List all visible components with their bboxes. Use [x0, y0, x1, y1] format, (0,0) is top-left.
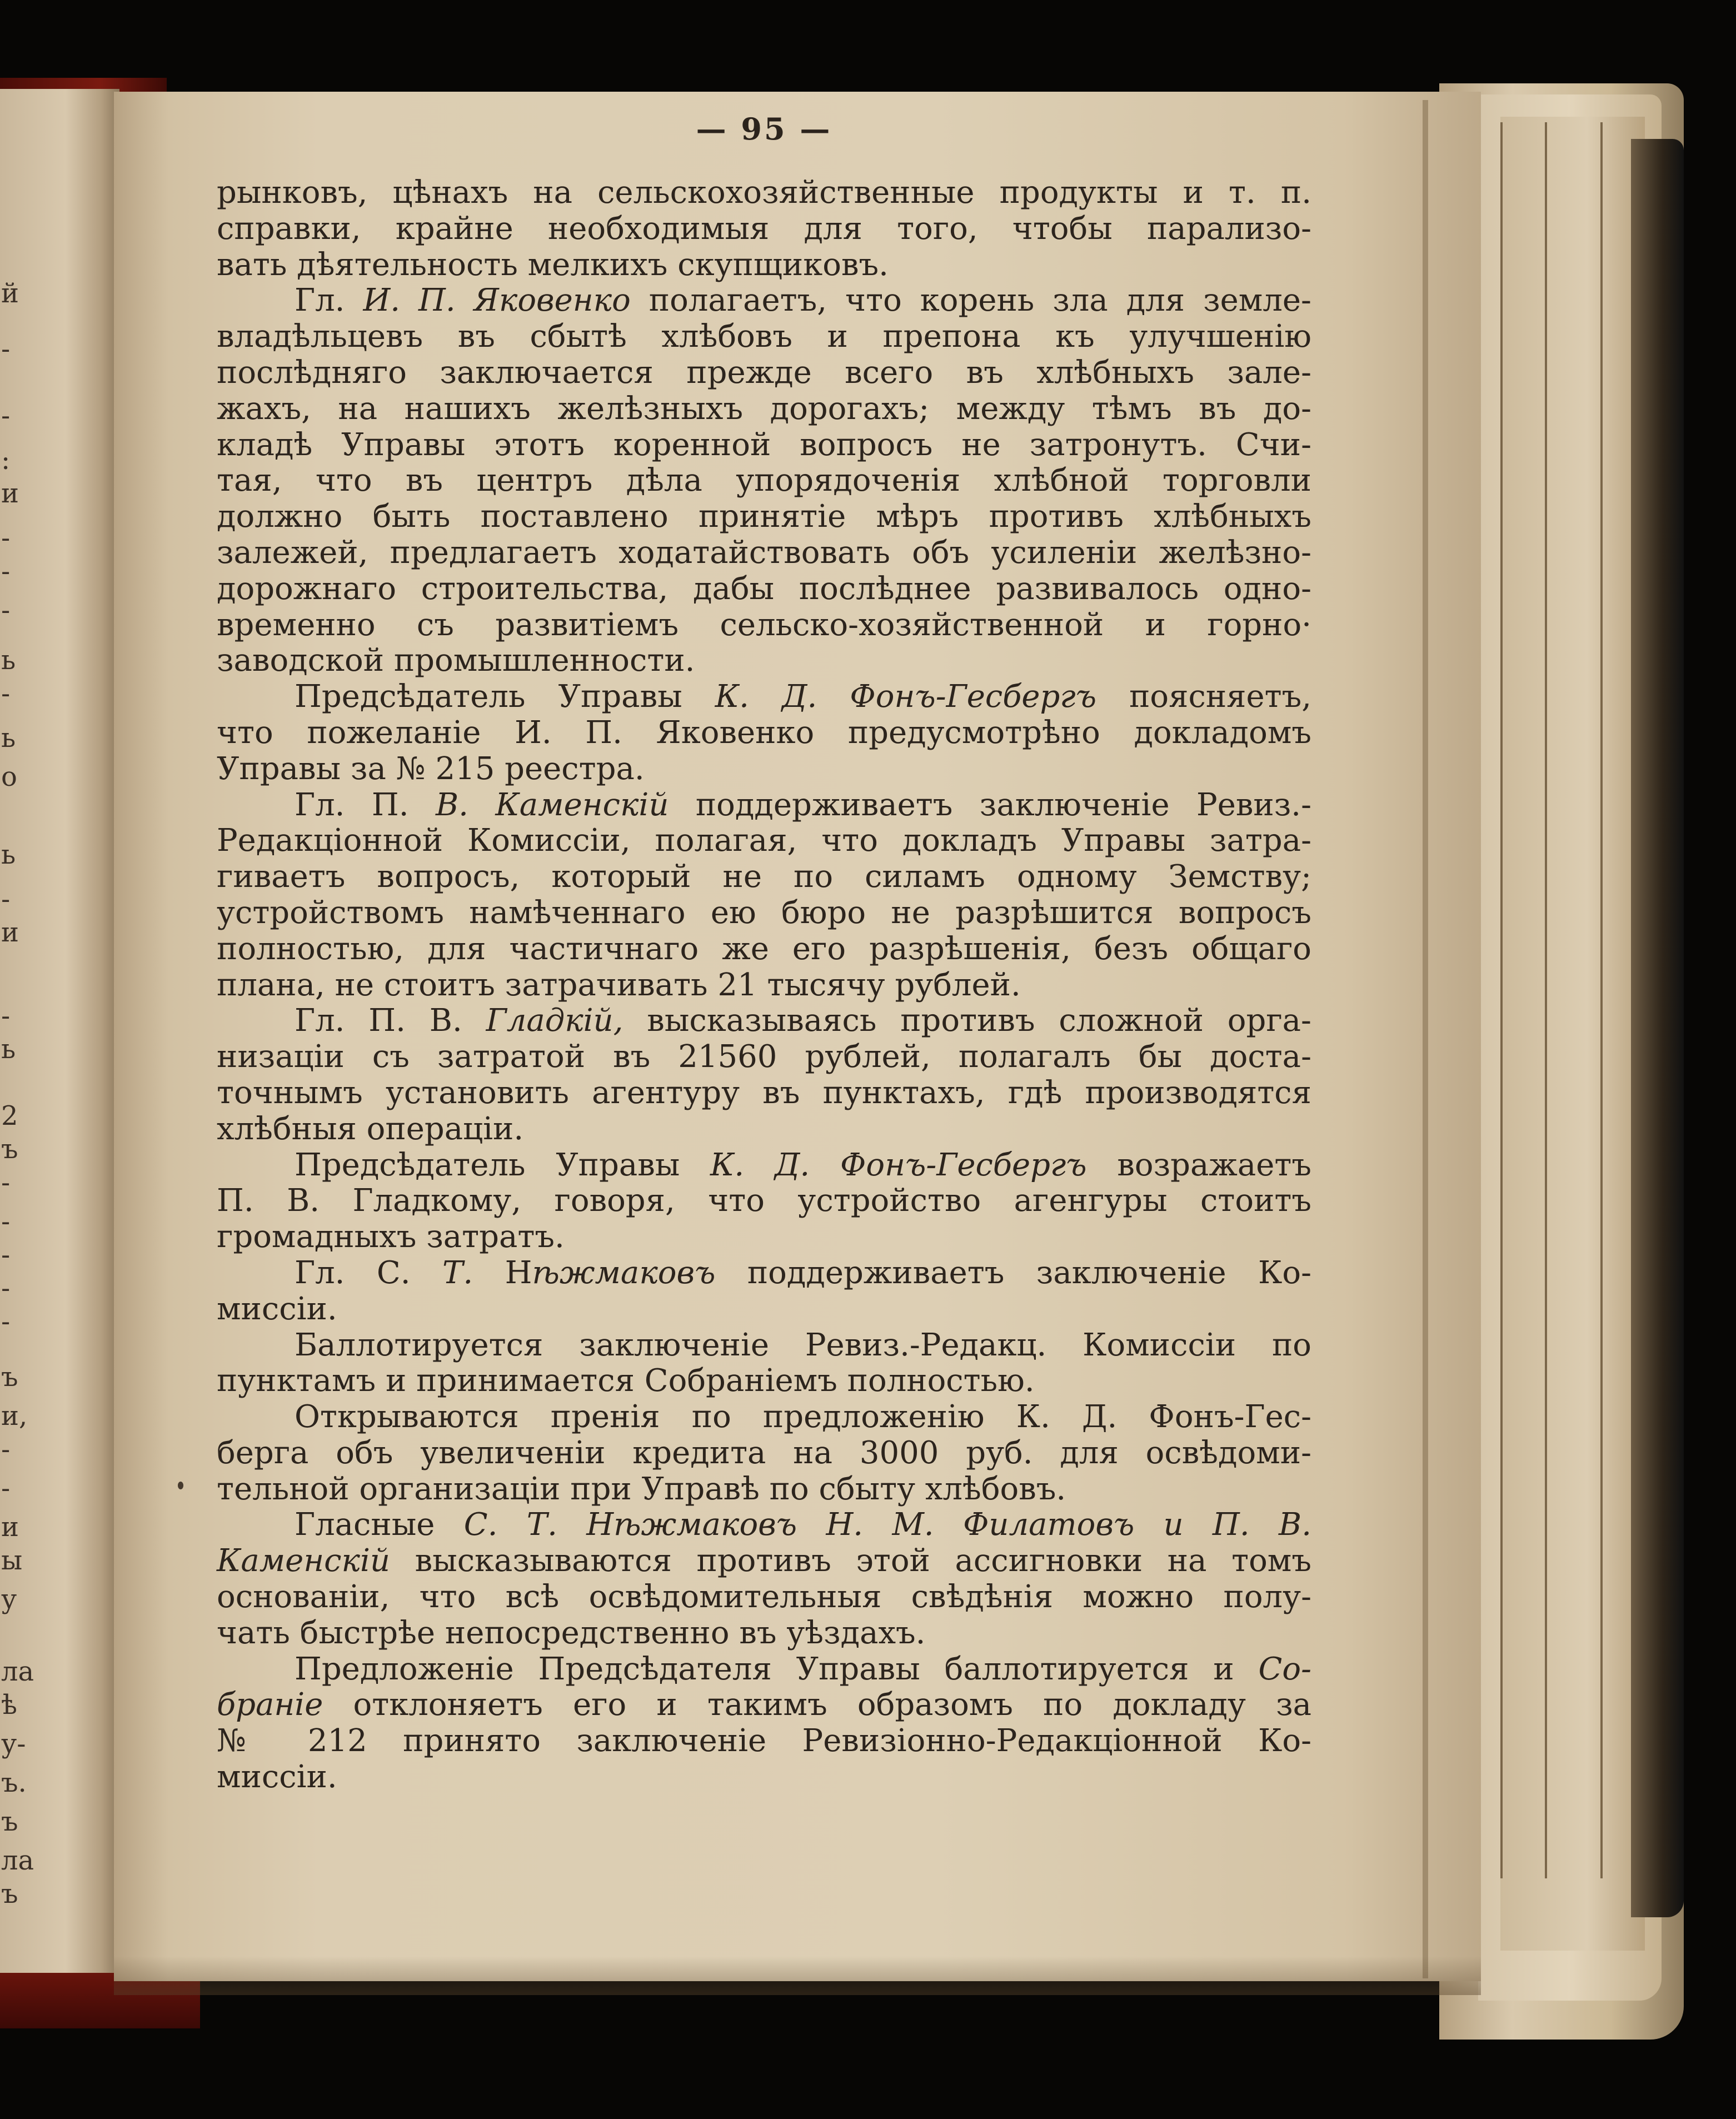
- text-run: П. В. Гладкому, говоря, что устройство агенгуры стоитъ: [217, 1183, 1311, 1219]
- previous-page-letters: [0, 89, 34, 1973]
- text-line: [217, 1687, 1311, 1723]
- text-run: Предсѣдатель Управы: [295, 679, 715, 715]
- text-line: [217, 535, 1311, 571]
- text-run: Баллотируется заключеніе Ревиз.-Редакц. Комиссіи по: [295, 1327, 1311, 1363]
- text-run: гиваетъ вопросъ, который не по силамъ одному Земству;: [217, 859, 1311, 895]
- text-line: [217, 1363, 1311, 1399]
- text-line: [217, 1759, 1311, 1796]
- text-run: Гласные: [295, 1507, 464, 1543]
- text-line: [217, 1255, 1311, 1292]
- previous-page-letter: -: [1, 333, 11, 365]
- previous-page-letter: ъ: [1, 1878, 18, 1909]
- text-run: поясняетъ,: [1096, 679, 1312, 715]
- previous-page-letter: у-: [1, 1728, 26, 1759]
- text-line: [217, 679, 1311, 715]
- text-run: низаціи съ затратой въ 21560 рублей, полагалъ бы доста-: [217, 1039, 1311, 1075]
- text-run: возражаетъ: [1086, 1146, 1312, 1183]
- previous-page-letter: -: [1, 1000, 11, 1031]
- text-run: высказываясь противъ сложной орга-: [623, 1003, 1311, 1039]
- text-line: [217, 1219, 1311, 1255]
- previous-page-letter: -: [1, 1206, 11, 1237]
- italic-name: Со-: [1258, 1651, 1311, 1687]
- page-edge-line: [1545, 122, 1547, 1878]
- previous-page-letter: и: [1, 1512, 19, 1543]
- previous-page-letter: 2: [1, 1100, 18, 1131]
- text-run: рынковъ, цѣнахъ на сельскохозяйственные продукты и т. п.: [217, 174, 1311, 211]
- text-line: [217, 1579, 1311, 1616]
- text-run: Управы за № 215 реестра.: [217, 750, 645, 787]
- page-edge-line: [1600, 122, 1603, 1878]
- text-run: плана, не стоитъ затрачивать 21 тысячу рублей.: [217, 966, 1021, 1003]
- text-line: [217, 427, 1311, 463]
- text-line: [217, 355, 1311, 391]
- text-line: [217, 319, 1311, 355]
- italic-name: С. Т. Нѣжмаковъ Н. М. Филатовъ и П. В.: [463, 1507, 1311, 1543]
- text-line: [217, 968, 1311, 1004]
- text-run: устройствомъ намѣченнаго ею бюро не разрѣшится вопросъ: [217, 894, 1311, 931]
- previous-page-letter: ла: [1, 1656, 34, 1687]
- page-edge-line: [1500, 122, 1503, 1878]
- text-line: [217, 1292, 1311, 1328]
- text-run: полагаетъ, что корень зла для земле-: [630, 282, 1311, 319]
- previous-page-letter: ь: [1, 722, 16, 754]
- text-run: залежей, предлагаетъ ходатайствовать объ усиленіи желѣзно-: [217, 534, 1311, 571]
- text-line: [217, 1075, 1311, 1111]
- text-line: [217, 931, 1311, 968]
- text-run: дорожнаго строительства, дабы послѣднее развивалось одно-: [217, 570, 1311, 607]
- previous-page-letter: -: [1, 1434, 11, 1465]
- previous-page-letter: -: [1, 556, 11, 587]
- text-line: [217, 1183, 1311, 1219]
- text-run: миссіи.: [217, 1759, 337, 1796]
- text-line: [217, 1652, 1311, 1688]
- text-line: [217, 1435, 1311, 1472]
- text-line: [217, 607, 1311, 644]
- italic-name: К. Д. Фонъ-Гесбергъ: [715, 679, 1097, 715]
- text-run: временно съ развитіемъ сельско-хозяйственной и горно·: [217, 606, 1311, 643]
- text-run: послѣдняго заключается прежде всего въ хлѣбныхъ зале-: [217, 354, 1311, 391]
- previous-page-edge: [0, 89, 119, 1973]
- italic-name: Гладкій,: [486, 1003, 623, 1039]
- margin-ink-mark: [178, 1482, 183, 1489]
- previous-page-letter: ы: [1, 1545, 23, 1576]
- text-line: [217, 859, 1311, 895]
- text-line: [217, 1543, 1311, 1579]
- text-run: заводской промышленности.: [217, 642, 695, 679]
- text-run: Предложеніе Предсѣдателя Управы баллотируется и: [295, 1651, 1259, 1687]
- text-run: № 212 принято заключеніе Ревизіонно-Редакціонной Ко-: [217, 1723, 1311, 1759]
- previous-page-letter: -: [1, 884, 11, 915]
- text-line: [217, 787, 1311, 824]
- italic-name: ѣжмаковъ: [532, 1254, 716, 1291]
- text-line: [217, 895, 1311, 931]
- text-run: поддерживаетъ заключеніе Ко-: [715, 1254, 1312, 1291]
- text-run: должно быть поставлено принятіе мѣръ противъ хлѣбныхъ: [217, 498, 1311, 535]
- text-line: [217, 175, 1311, 211]
- text-run: Открываются пренія по предложенію К. Д. Фонъ-Гес-: [295, 1399, 1311, 1435]
- text-run: Гл.: [295, 282, 363, 319]
- text-run: высказываются противъ этой ассигновки на томъ: [390, 1543, 1311, 1579]
- text-run: хлѣбныя операціи.: [217, 1110, 524, 1147]
- text-line: [217, 1616, 1311, 1652]
- page-text: [217, 175, 1311, 1796]
- text-run: что пожеланіе И. П. Яковенко предусмотрѣно докладомъ: [217, 714, 1311, 751]
- text-line: [217, 823, 1311, 859]
- text-run: миссіи.: [217, 1290, 337, 1327]
- text-line: [217, 499, 1311, 535]
- text-run: Гл. П. В.: [295, 1003, 486, 1039]
- text-line: [217, 1723, 1311, 1759]
- text-run: берга объ увеличеніи кредита на 3000 руб. для освѣдоми-: [217, 1434, 1311, 1471]
- text-line: [217, 751, 1311, 787]
- previous-page-letter: ь: [1, 1034, 16, 1065]
- text-line: [217, 643, 1311, 679]
- previous-page-letter: и,: [1, 1400, 28, 1432]
- text-run: Гл. С.: [295, 1254, 442, 1291]
- page-gutter-shadow: [1423, 100, 1428, 1978]
- text-line: [217, 1039, 1311, 1075]
- italic-name: И. П. Яковенко: [363, 282, 631, 319]
- text-run: поддерживаетъ заключеніе Ревиз.-: [669, 786, 1311, 823]
- previous-page-letter: -: [1, 1306, 11, 1337]
- previous-page-letter: и: [1, 917, 19, 948]
- previous-page-letter: -: [1, 1473, 11, 1504]
- previous-page-letter: ъ: [1, 1806, 18, 1837]
- text-line: [217, 211, 1311, 247]
- previous-page-letter: -: [1, 1167, 11, 1198]
- text-line: [217, 463, 1311, 499]
- previous-page-letter: -: [1, 1239, 11, 1270]
- text-run: Н: [473, 1254, 532, 1291]
- italic-name: Каменскій: [217, 1543, 390, 1579]
- text-run: пунктамъ и принимается Собраніемъ полностью.: [217, 1363, 1035, 1399]
- previous-page-letter: -: [1, 522, 11, 554]
- previous-page-letter: -: [1, 678, 11, 709]
- previous-page-letter: и: [1, 478, 19, 509]
- text-run: тельной организаціи при Управѣ по сбыту хлѣбовъ.: [217, 1470, 1066, 1507]
- page-number: — 95 —: [696, 111, 832, 147]
- previous-page-letter: ѣ: [1, 1689, 17, 1721]
- text-line: [217, 1399, 1311, 1435]
- text-run: тая, что въ центръ дѣла упорядоченія хлѣбной торговли: [217, 462, 1311, 499]
- previous-page-letter: ла: [1, 1845, 34, 1876]
- text-run: владѣльцевъ въ сбытѣ хлѣбовъ и препона къ улучшенію: [217, 318, 1311, 355]
- previous-page-letter: й: [1, 278, 19, 309]
- text-line: [217, 1148, 1311, 1184]
- page-bottom-shadow: [114, 1956, 1481, 1995]
- text-run: чать быстрѣе непосредственно въ уѣздахъ.: [217, 1614, 926, 1651]
- previous-page-letter: ъ: [1, 1134, 18, 1165]
- text-line: [217, 247, 1311, 283]
- previous-page-letter: о: [1, 761, 17, 792]
- text-run: полностью, для частичнаго же его разрѣшенія, безъ общаго: [217, 930, 1311, 967]
- text-run: громадныхъ затратъ.: [217, 1219, 565, 1255]
- previous-page-letter: :: [1, 445, 11, 476]
- text-line: [217, 1507, 1311, 1543]
- previous-page-letter: -: [1, 595, 11, 626]
- text-run: основаніи, что всѣ освѣдомительныя свѣдѣнія можно полу-: [217, 1579, 1311, 1616]
- text-run: точнымъ установить агентуру въ пунктахъ, гдѣ производятся: [217, 1074, 1311, 1111]
- text-run: Гл. П.: [295, 786, 436, 823]
- text-run: Редакціонной Комиссіи, полагая, что докладъ Управы затра-: [217, 822, 1311, 859]
- previous-page-letter: ъ.: [1, 1767, 27, 1798]
- text-line: [217, 715, 1311, 751]
- italic-name: В. Каменскій: [436, 786, 669, 823]
- previous-page-letter: ъ: [1, 1362, 18, 1393]
- text-run: кладѣ Управы этотъ коренной вопросъ не затронутъ. Счи-: [217, 426, 1311, 463]
- text-line: [217, 1003, 1311, 1039]
- previous-page-letter: -: [1, 1273, 11, 1304]
- text-line: [217, 1111, 1311, 1148]
- text-run: вать дѣятельность мелкихъ скупщиковъ.: [217, 246, 889, 283]
- text-run: жахъ, на нашихъ желѣзныхъ дорогахъ; между тѣмъ въ до-: [217, 390, 1311, 427]
- text-run: отклоняетъ его и такимъ образомъ по докладу за: [323, 1687, 1311, 1723]
- italic-name: К. Д. Фонъ-Гесбергъ: [710, 1146, 1087, 1183]
- italic-name: Т.: [442, 1254, 473, 1291]
- text-run: Предсѣдатель Управы: [295, 1146, 711, 1183]
- page-stack-edge: [1500, 117, 1645, 1951]
- text-line: [217, 391, 1311, 427]
- italic-name: браніе: [217, 1687, 323, 1723]
- text-line: [217, 1472, 1311, 1508]
- previous-page-letter: ь: [1, 645, 16, 676]
- book-block-edge: [1631, 139, 1684, 1917]
- previous-page-letter: -: [1, 400, 11, 431]
- previous-page-letter: ь: [1, 839, 16, 870]
- text-run: справки, крайне необходимыя для того, чтобы парализо-: [217, 210, 1311, 247]
- text-line: [217, 1328, 1311, 1364]
- text-line: [217, 283, 1311, 319]
- previous-page-letter: у: [1, 1584, 17, 1615]
- text-line: [217, 571, 1311, 607]
